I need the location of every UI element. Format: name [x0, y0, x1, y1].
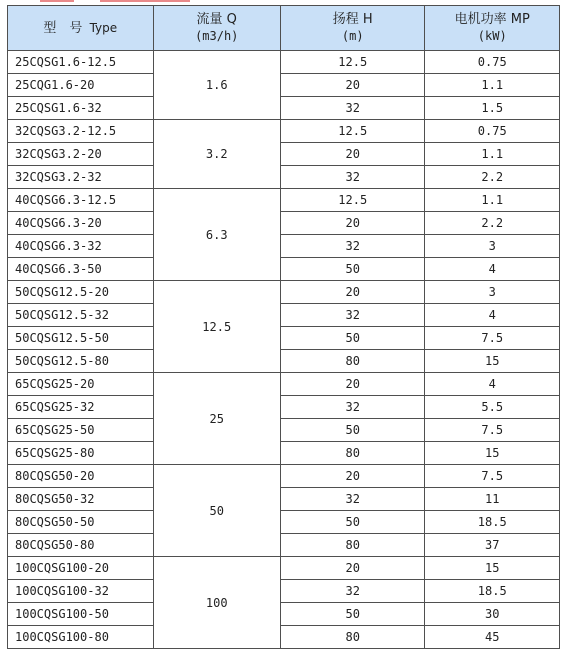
table-row — [8, 212, 559, 234]
head-cell: 20 — [281, 74, 425, 96]
power-cell: 1.1 — [425, 189, 559, 211]
head-cell: 32 — [281, 235, 425, 257]
power-cell: 7.5 — [425, 465, 559, 487]
flow-cell: 1.6 — [154, 51, 280, 119]
power-cell: 3 — [425, 235, 559, 257]
flow-cell: 100 — [154, 557, 280, 648]
power-cell: 18.5 — [425, 511, 559, 533]
model-cell: 65CQSG25-20 — [8, 373, 153, 395]
head-cell: 50 — [281, 327, 425, 349]
table-row — [8, 626, 559, 648]
header-flow — [154, 6, 280, 50]
power-cell: 4 — [425, 373, 559, 395]
table-row — [8, 557, 559, 579]
head-cell: 80 — [281, 534, 425, 556]
table-row — [8, 373, 559, 395]
header-head-unit: (m) — [341, 29, 364, 43]
power-cell: 15 — [425, 557, 559, 579]
head-cell: 12.5 — [281, 120, 425, 142]
model-cell: 50CQSG12.5-50 — [8, 327, 153, 349]
head-cell: 80 — [281, 626, 425, 648]
table-row — [8, 465, 559, 487]
head-cell: 32 — [281, 304, 425, 326]
table-row — [8, 166, 559, 188]
model-cell: 40CQSG6.3-50 — [8, 258, 153, 280]
table-row — [8, 603, 559, 625]
flow-cell: 25 — [154, 373, 280, 464]
flow-cell: 50 — [154, 465, 280, 556]
head-cell: 20 — [281, 557, 425, 579]
table-row — [8, 350, 559, 372]
model-cell: 50CQSG12.5-32 — [8, 304, 153, 326]
power-cell: 15 — [425, 350, 559, 372]
header-power-label: 电机功率 MP — [454, 12, 530, 27]
table-row — [8, 511, 559, 533]
head-cell: 32 — [281, 396, 425, 418]
table-row — [8, 120, 559, 142]
table-row — [8, 419, 559, 441]
power-cell: 0.75 — [425, 51, 559, 73]
model-cell: 40CQSG6.3-20 — [8, 212, 153, 234]
table-row — [8, 396, 559, 418]
table-row — [8, 189, 559, 211]
model-cell: 80CQSG50-20 — [8, 465, 153, 487]
model-cell: 100CQSG100-50 — [8, 603, 153, 625]
head-cell: 32 — [281, 488, 425, 510]
model-cell: 25CQSG1.6-12.5 — [8, 51, 153, 73]
model-cell: 50CQSG12.5-20 — [8, 281, 153, 303]
model-cell: 100CQSG100-32 — [8, 580, 153, 602]
head-cell: 50 — [281, 258, 425, 280]
model-cell: 32CQSG3.2-12.5 — [8, 120, 153, 142]
power-cell: 1.1 — [425, 74, 559, 96]
header-power — [425, 6, 559, 50]
model-cell: 40CQSG6.3-12.5 — [8, 189, 153, 211]
power-cell: 2.2 — [425, 212, 559, 234]
power-cell: 11 — [425, 488, 559, 510]
power-cell: 30 — [425, 603, 559, 625]
model-cell: 65CQSG25-80 — [8, 442, 153, 464]
power-cell: 3 — [425, 281, 559, 303]
table-row — [8, 488, 559, 510]
head-cell: 32 — [281, 166, 425, 188]
head-cell: 20 — [281, 373, 425, 395]
header-head-label: 扬程 H — [332, 12, 373, 27]
header-power-unit: (kW) — [477, 29, 507, 43]
model-cell: 25CQG1.6-20 — [8, 74, 153, 96]
head-cell: 20 — [281, 281, 425, 303]
model-cell: 25CQSG1.6-32 — [8, 97, 153, 119]
header-model-label-en: Type — [89, 20, 118, 35]
flow-cell: 12.5 — [154, 281, 280, 372]
table-row — [8, 235, 559, 257]
head-cell: 50 — [281, 603, 425, 625]
table-row — [8, 281, 559, 303]
power-cell: 5.5 — [425, 396, 559, 418]
power-cell: 15 — [425, 442, 559, 464]
model-cell: 100CQSG100-80 — [8, 626, 153, 648]
head-cell: 32 — [281, 97, 425, 119]
head-cell: 50 — [281, 511, 425, 533]
table-header-row — [8, 6, 559, 50]
flow-cell: 3.2 — [154, 120, 280, 188]
header-flow-unit: (m3/h) — [195, 29, 239, 43]
pump-spec-table — [7, 5, 560, 649]
header-flow-label: 流量 Q — [196, 12, 237, 27]
power-cell: 4 — [425, 304, 559, 326]
model-cell: 80CQSG50-80 — [8, 534, 153, 556]
header-model — [8, 6, 153, 50]
power-cell: 7.5 — [425, 419, 559, 441]
head-cell: 20 — [281, 212, 425, 234]
head-cell: 32 — [281, 580, 425, 602]
model-cell: 100CQSG100-20 — [8, 557, 153, 579]
power-cell: 18.5 — [425, 580, 559, 602]
table-row — [8, 580, 559, 602]
model-cell: 50CQSG12.5-80 — [8, 350, 153, 372]
table-row — [8, 97, 559, 119]
head-cell: 50 — [281, 419, 425, 441]
header-head — [281, 6, 425, 50]
flow-cell: 6.3 — [154, 189, 280, 280]
table-row — [8, 534, 559, 556]
header-model-label: 型 号 — [43, 20, 83, 36]
power-cell: 4 — [425, 258, 559, 280]
power-cell: 1.1 — [425, 143, 559, 165]
table-row — [8, 74, 559, 96]
table-row — [8, 258, 559, 280]
head-cell: 80 — [281, 442, 425, 464]
model-cell: 65CQSG25-32 — [8, 396, 153, 418]
head-cell: 80 — [281, 350, 425, 372]
power-cell: 7.5 — [425, 327, 559, 349]
power-cell: 0.75 — [425, 120, 559, 142]
head-cell: 12.5 — [281, 189, 425, 211]
cropped-text-fragment — [100, 0, 190, 2]
model-cell: 32CQSG3.2-32 — [8, 166, 153, 188]
power-cell: 37 — [425, 534, 559, 556]
power-cell: 2.2 — [425, 166, 559, 188]
table-row — [8, 304, 559, 326]
cropped-text-fragment — [40, 0, 74, 2]
model-cell: 40CQSG6.3-32 — [8, 235, 153, 257]
table-body — [8, 51, 559, 648]
table-row — [8, 51, 559, 73]
table-row — [8, 442, 559, 464]
head-cell: 20 — [281, 465, 425, 487]
model-cell: 65CQSG25-50 — [8, 419, 153, 441]
power-cell: 1.5 — [425, 97, 559, 119]
head-cell: 20 — [281, 143, 425, 165]
power-cell: 45 — [425, 626, 559, 648]
head-cell: 12.5 — [281, 51, 425, 73]
table-row — [8, 143, 559, 165]
model-cell: 32CQSG3.2-20 — [8, 143, 153, 165]
model-cell: 80CQSG50-32 — [8, 488, 153, 510]
table-row — [8, 327, 559, 349]
model-cell: 80CQSG50-50 — [8, 511, 153, 533]
